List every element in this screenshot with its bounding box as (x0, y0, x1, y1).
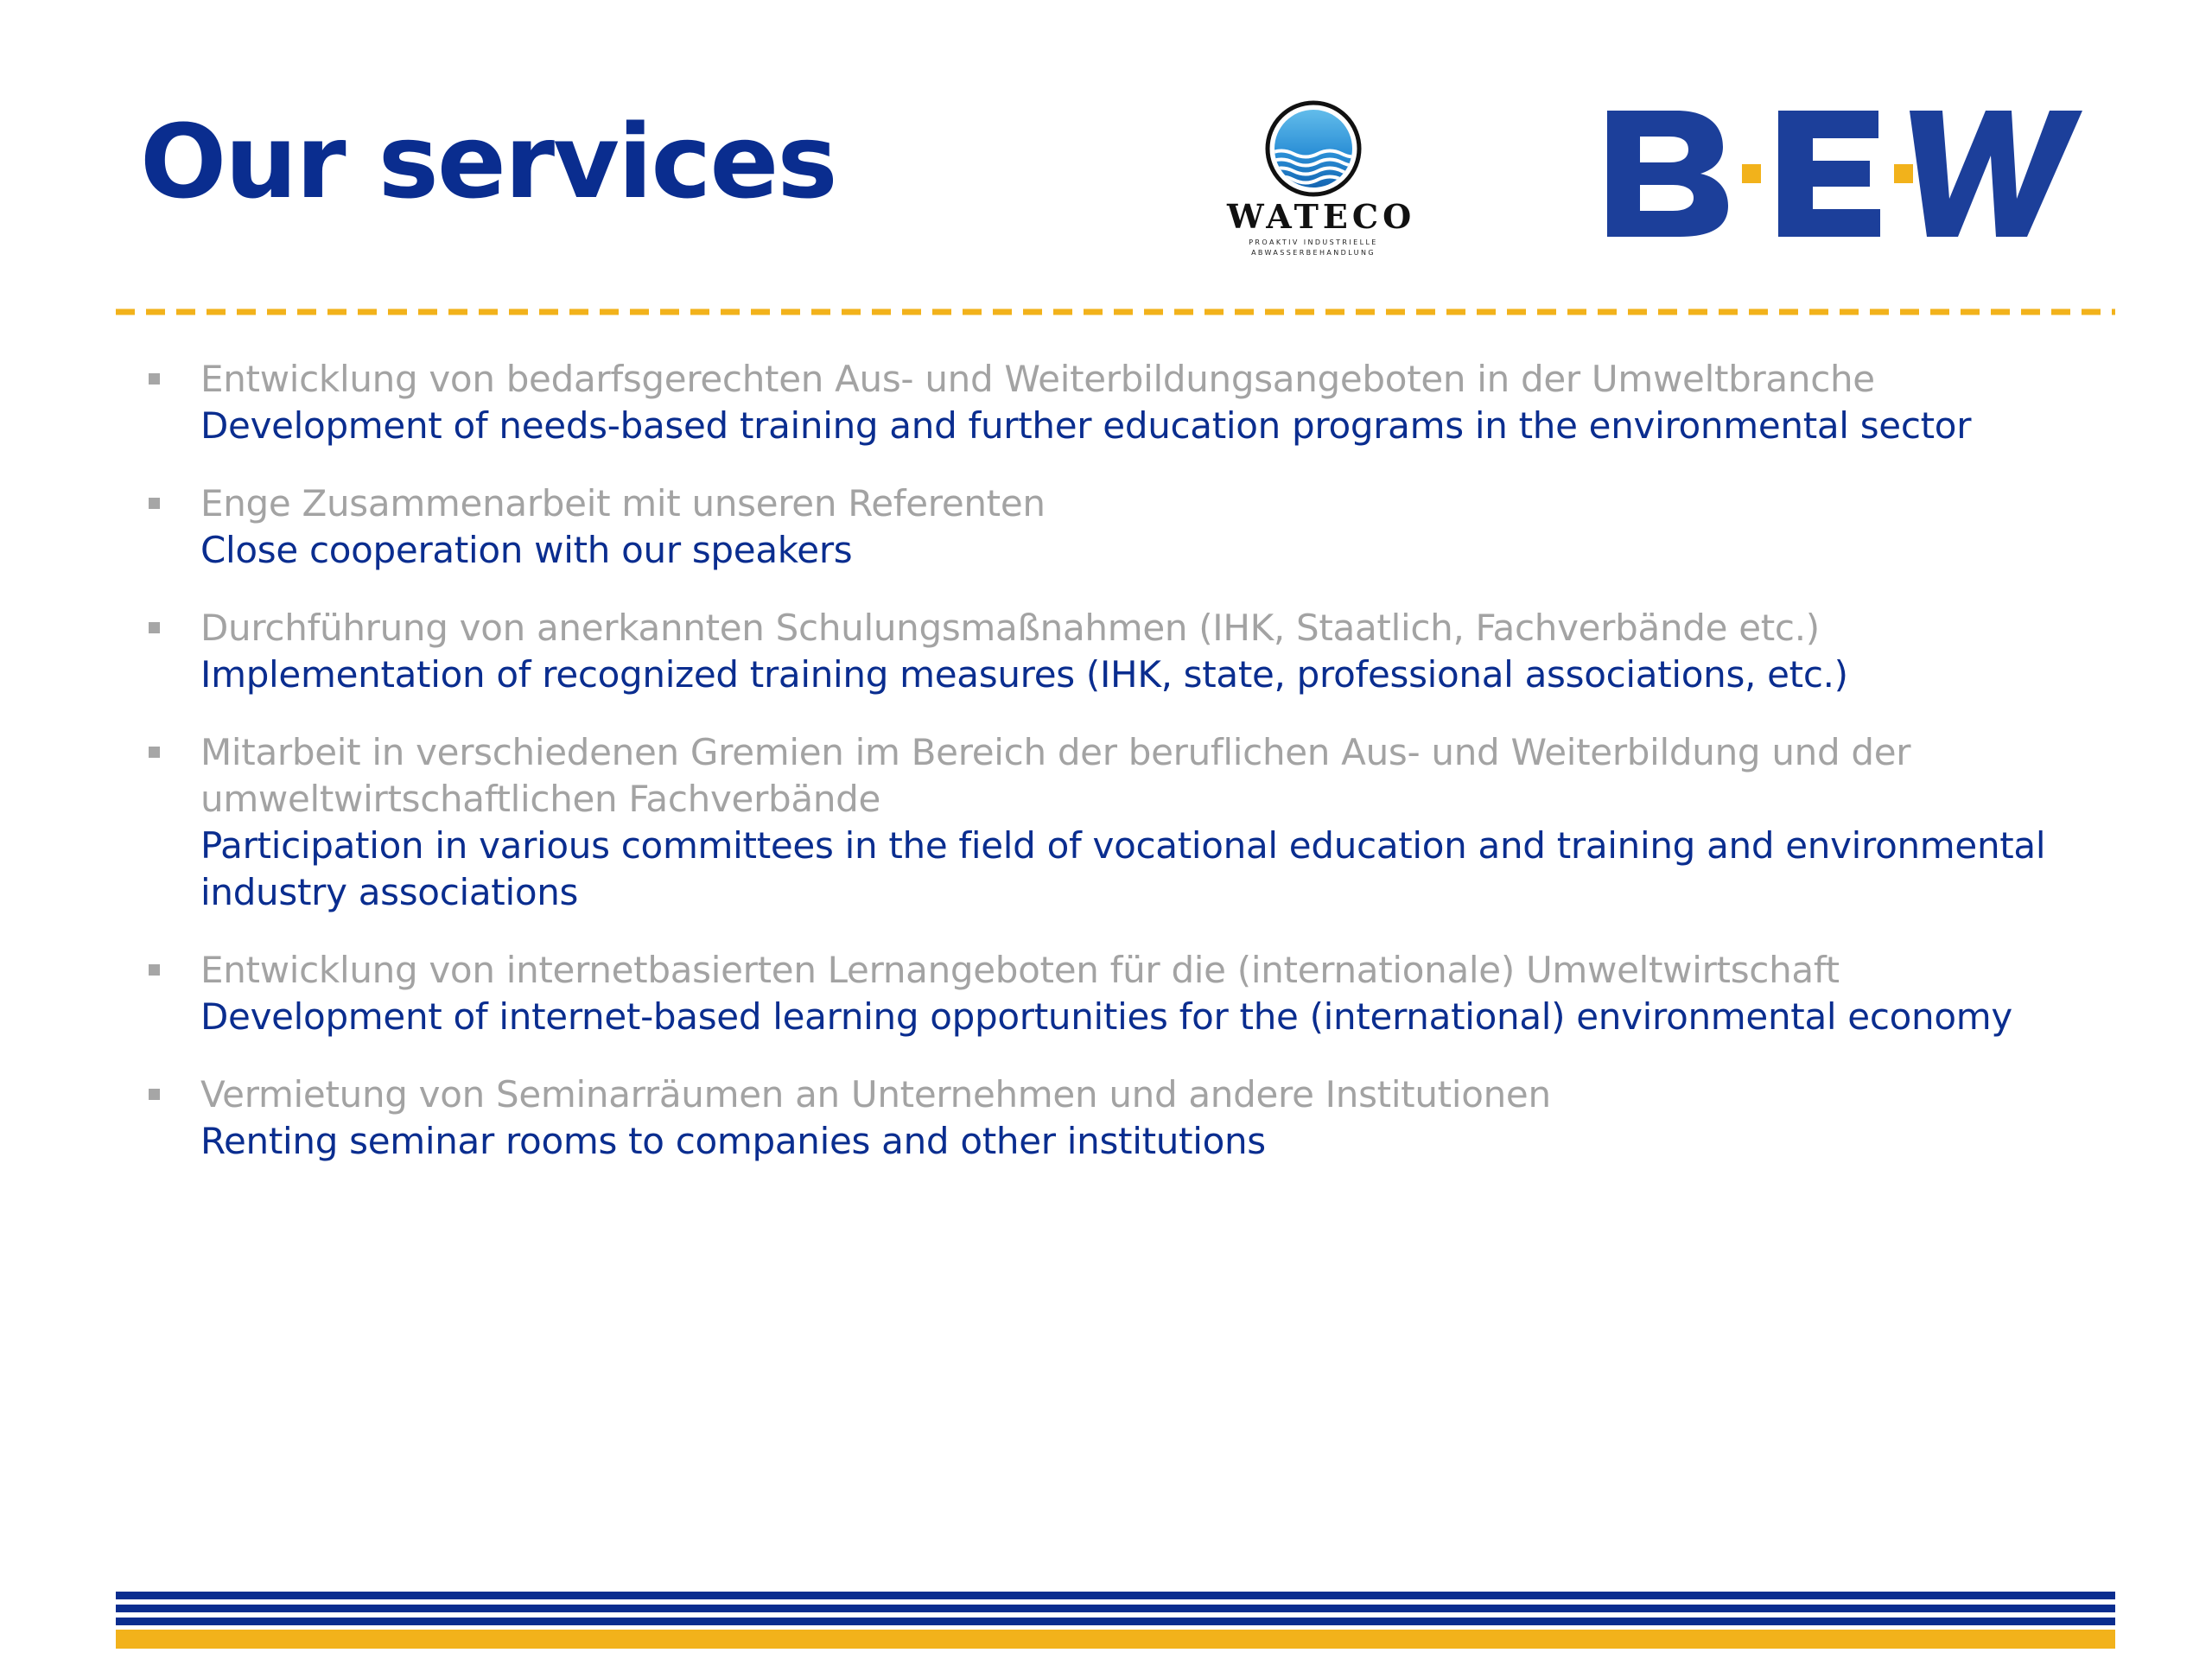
slide-title: Our services (140, 102, 836, 221)
bullet-square-icon (149, 622, 160, 633)
list-item (147, 356, 2108, 449)
wateco-wordmark: WATECO (1227, 197, 1416, 236)
bullet-square-icon (149, 964, 160, 976)
service-german: Mitarbeit in verschiedenen Gremien im Bereich der beruflichen Aus- und Weiterbildung und der umweltwirtschaftlichen Fachverbände (200, 731, 1911, 820)
service-german: Entwicklung von bedarfsgerechten Aus- und Weiterbildungsangeboten in der Umweltbranche (200, 358, 1875, 400)
bew-logo (1597, 99, 2082, 240)
service-english: Implementation of recognized training measures (IHK, state, professional associations, etc.) (200, 653, 1848, 696)
list-item (147, 729, 2108, 916)
list-item (147, 605, 2108, 698)
footer-stripes (116, 1592, 2115, 1650)
service-english: Close cooperation with our speakers (200, 529, 853, 571)
bullet-square-icon (149, 373, 160, 385)
service-german: Entwicklung von internetbasierten Lernangeboten für die (internationale) Umweltwirtschaft (200, 949, 1840, 991)
wateco-tagline-1: PROAKTIV INDUSTRIELLE (1249, 238, 1378, 246)
service-english: Renting seminar rooms to companies and other institutions (200, 1120, 1266, 1162)
service-german: Vermietung von Seminarräumen an Unternehmen und andere Institutionen (200, 1073, 1551, 1116)
bullet-square-icon (149, 1089, 160, 1100)
wave-globe-icon (1265, 100, 1362, 197)
service-german: Enge Zusammenarbeit mit unseren Referenten (200, 482, 1046, 524)
services-list (147, 356, 2108, 1196)
list-item (147, 480, 2108, 574)
wateco-logo (1227, 100, 1416, 264)
service-english: Participation in various committees in the field of vocational education and training and environmental industry associations (200, 824, 2046, 913)
service-english: Development of needs-based training and further education programs in the environmental sector (200, 404, 1972, 447)
wateco-tagline-2: ABWASSERBEHANDLUNG (1251, 249, 1376, 257)
dashed-divider (116, 306, 2115, 318)
list-item (147, 947, 2108, 1040)
service-german: Durchführung von anerkannten Schulungsmaßnahmen (IHK, Staatlich, Fachverbände etc.) (200, 607, 1820, 649)
bullet-square-icon (149, 498, 160, 509)
list-item (147, 1071, 2108, 1165)
service-english: Development of internet-based learning opportunities for the (international) environmental economy (200, 995, 2012, 1038)
bullet-square-icon (149, 747, 160, 758)
